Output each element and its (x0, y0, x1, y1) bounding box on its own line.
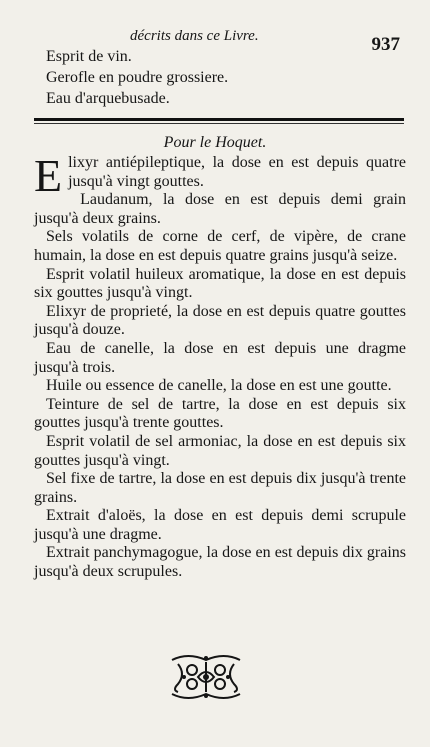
remedy-entry: Sel fixe de tartre, la dose en est depuis dix jusqu'à trente grains. (34, 470, 406, 506)
remedy-entry: Extrait d'aloës, la dose en est depuis demi scrupule jusqu'à une dragme. (34, 507, 406, 543)
drop-cap: E (34, 150, 63, 201)
remedy-entry: Esprit volatil de sel armoniac, la dose en est depuis six gouttes jusqu'à vingt. (34, 432, 406, 469)
section-title: Pour le Hoquet. (163, 134, 267, 151)
remedy-entry: Teinture de sel de tartre, la dose en est depuis six gouttes jusqu'à trente gouttes. (34, 395, 406, 432)
ingredient-list (46, 46, 386, 109)
section-divider (34, 118, 404, 121)
list-item: Gerofle en poudre grossiere. (46, 69, 229, 86)
remedy-entry: Huile ou essence de canelle, la dose en est une goutte. (46, 377, 392, 395)
remedy-entry: Elixyr de proprieté, la dose en est depuis quatre gouttes jusqu'à douze. (34, 302, 406, 339)
remedy-entry: Esprit volatil huileux aromatique, la dose en est depuis six gouttes jusqu'à vingt. (34, 265, 406, 302)
running-head: décrits dans ce Livre. (130, 28, 259, 44)
list-item: Esprit de vin. (46, 48, 132, 65)
remedy-entry: Laudanum, la dose en est depuis demi grain jusqu'à deux grains. (34, 191, 406, 227)
remedy-entry: Extrait panchymagogue, la dose en est depuis dix grains jusqu'à deux scrupules. (34, 544, 406, 581)
page-number: 937 (371, 34, 400, 55)
list-item: Eau d'arquebusade. (46, 90, 170, 107)
remedy-entry: Eau de canelle, la dose en est depuis une dragme jusqu'à trois. (34, 339, 406, 376)
remedy-entry: Elixyr antiépileptique, la dose en est depuis quatre jusqu'à vingt gouttes. (34, 150, 406, 201)
fleuron-ornament-icon (168, 650, 244, 704)
section-divider-thin (34, 123, 404, 124)
remedy-entry: Sels volatils de corne de cerf, de vipère, de crane humain, la dose en est depuis quatre grains jusqu'à seize. (34, 228, 406, 264)
remedy-list (34, 150, 406, 582)
